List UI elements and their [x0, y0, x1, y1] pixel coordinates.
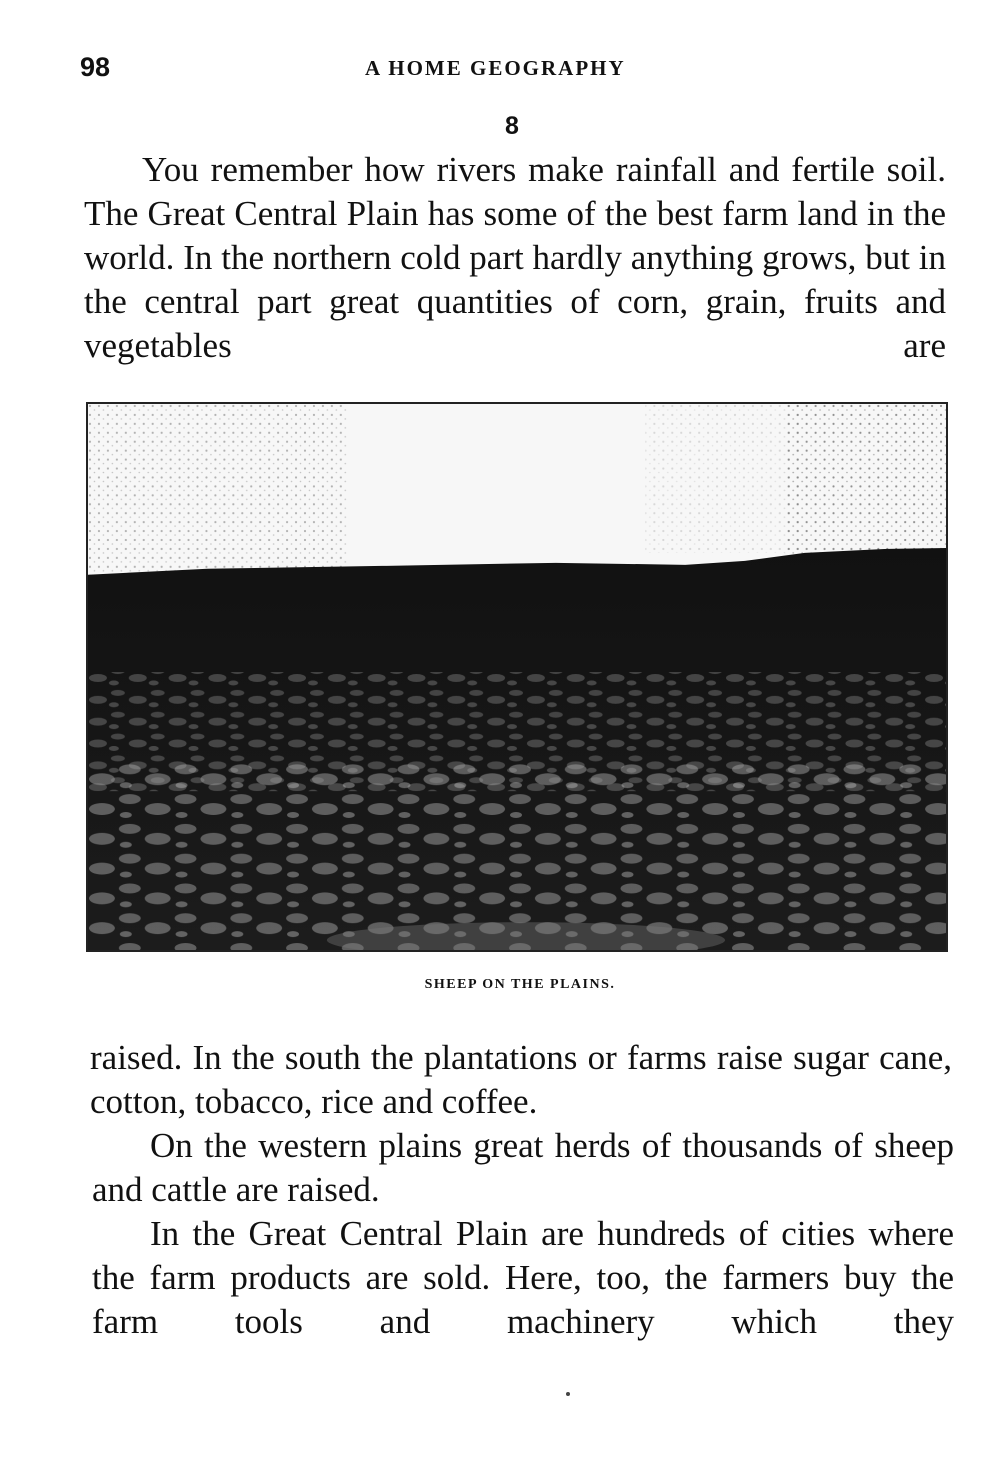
paragraph-2: raised. In the south the plantations or farms raise sugar cane, cotton, tobacco, rice and coffee.: [90, 1038, 952, 1121]
running-head: [80, 52, 950, 82]
paragraph-4: In the Great Central Plain are hundreds of cities where the farm products are sold. Here, too, the farmers buy the farm tools and machinery which they: [92, 1214, 954, 1341]
figure-caption: SHEEP ON THE PLAINS.: [424, 977, 616, 992]
sheep-plains-photo: [88, 404, 946, 950]
print-speck: [566, 1392, 570, 1396]
paragraph-3: On the western plains great herds of thousands of sheep and cattle are raised.: [92, 1126, 954, 1209]
figure-photo: [86, 402, 948, 952]
paragraph-1: You remember how rivers make rainfall and fertile soil. The Great Central Plain has some of the best farm land in the world. In the northern cold part hardly anything grows, but in the central part great quantities of corn, grain, fruits and vegetables are: [84, 150, 946, 365]
book-title: A HOME GEOGRAPHY: [365, 56, 626, 80]
section-number: 8: [505, 112, 519, 140]
page-number: 98: [80, 52, 111, 82]
